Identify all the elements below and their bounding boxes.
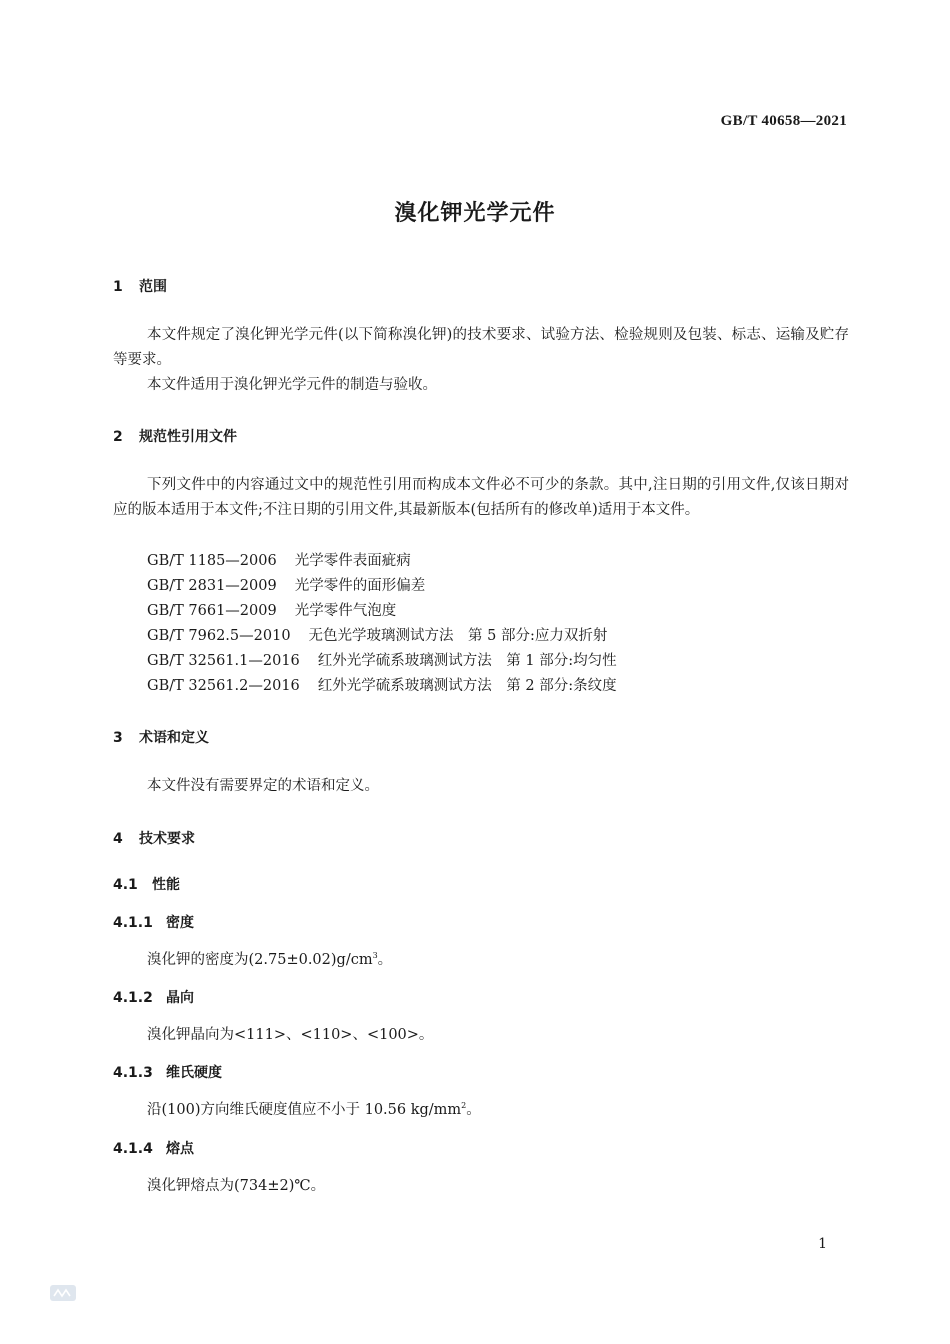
section-number: 4.1.4 — [113, 1141, 153, 1157]
reference-code: GB/T 32561.1—2016 — [147, 653, 300, 669]
section-title: 规范性引用文件 — [139, 429, 237, 445]
section-1-heading — [113, 276, 167, 296]
section-3-paragraph-1: 本文件没有需要界定的术语和定义。 — [147, 778, 379, 794]
section-title: 性能 — [152, 877, 180, 893]
normative-reference — [147, 599, 396, 620]
page-number: 1 — [818, 1236, 827, 1252]
reference-title: 无色光学玻璃测试方法 第 5 部分:应力双折射 — [308, 628, 608, 644]
section-title: 熔点 — [166, 1141, 194, 1157]
section-4-1-2-heading — [113, 987, 194, 1007]
reference-title: 光学零件的面形偏差 — [294, 578, 426, 594]
section-number: 3 — [113, 730, 123, 746]
orientation-statement: 溴化钾晶向为<111>、<110>、<100>。 — [147, 1027, 434, 1043]
reference-title: 光学零件气泡度 — [294, 603, 397, 619]
document-title: 溴化钾光学元件 — [394, 201, 556, 226]
normative-reference — [147, 624, 607, 645]
section-number: 1 — [113, 279, 123, 295]
reference-code: GB/T 1185—2006 — [147, 553, 277, 569]
section-4-1-3-heading — [113, 1062, 222, 1082]
normative-reference — [147, 574, 425, 595]
section-4-1-4-heading — [113, 1138, 194, 1158]
reference-code: GB/T 7962.5—2010 — [147, 628, 291, 644]
normative-reference — [147, 649, 617, 670]
section-number: 4.1.1 — [113, 915, 153, 931]
standard-number: GB/T 40658—2021 — [720, 113, 847, 129]
section-number: 4.1 — [113, 877, 138, 893]
hardness-statement: 沿(100)方向维氏硬度值应不小于 10.56 $kg/mm^2$。 — [147, 1101, 481, 1118]
reference-code: GB/T 7661—2009 — [147, 603, 277, 619]
section-title: 晶向 — [166, 990, 194, 1006]
section-3-heading — [113, 727, 209, 747]
reference-title: 光学零件表面疵病 — [294, 553, 411, 569]
melting-point-statement: 溴化钾熔点为(734±2)℃。 — [147, 1178, 326, 1194]
section-number: 4 — [113, 831, 123, 847]
density-statement: 溴化钾的密度为$(2.75\pm 0.02)g/cm^3$。 — [147, 951, 393, 968]
section-title: 维氏硬度 — [166, 1065, 222, 1081]
reference-code: GB/T 32561.2—2016 — [147, 678, 300, 694]
section-2-paragraph-1: 下列文件中的内容通过文中的规范性引用而构成本文件必不可少的条款。其中,注日期的引用文件,仅该日期对应的版本适用于本文件;不注日期的引用文件,其最新版本(包括所有的修改单)适用于本文件。 — [113, 477, 849, 518]
section-title: 术语和定义 — [139, 730, 209, 746]
sac-logo-icon — [50, 1283, 76, 1303]
section-title: 密度 — [166, 915, 194, 931]
reference-title: 红外光学硫系玻璃测试方法 第 2 部分:条纹度 — [317, 678, 617, 694]
reference-code: GB/T 2831—2009 — [147, 578, 277, 594]
normative-reference — [147, 549, 411, 570]
section-4-1-heading — [113, 874, 180, 894]
section-title: 范围 — [139, 279, 167, 295]
section-4-1-1-heading — [113, 912, 194, 932]
section-1-paragraph-1: 本文件规定了溴化钾光学元件(以下简称溴化钾)的技术要求、试验方法、检验规则及包装、标志、运输及贮存等要求。 — [113, 327, 849, 368]
section-number: 2 — [113, 429, 123, 445]
normative-reference — [147, 674, 617, 695]
section-number: 4.1.3 — [113, 1065, 153, 1081]
section-4-heading — [113, 828, 195, 848]
section-title: 技术要求 — [139, 831, 195, 847]
reference-title: 红外光学硫系玻璃测试方法 第 1 部分:均匀性 — [317, 653, 617, 669]
section-number: 4.1.2 — [113, 990, 153, 1006]
section-2-heading — [113, 426, 237, 446]
section-1-paragraph-2: 本文件适用于溴化钾光学元件的制造与验收。 — [147, 377, 437, 393]
